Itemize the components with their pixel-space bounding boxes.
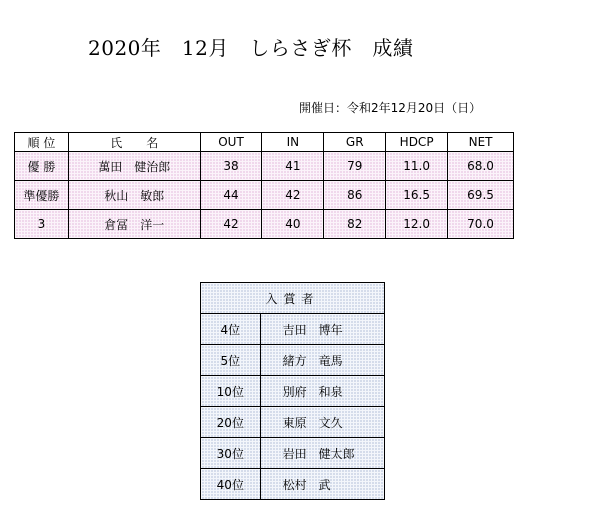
out-cell: 42 bbox=[200, 210, 262, 239]
list-item bbox=[201, 407, 385, 438]
net-cell: 68.0 bbox=[448, 152, 514, 181]
table-row bbox=[15, 181, 514, 210]
hdcp-cell: 12.0 bbox=[386, 210, 448, 239]
header-in: IN bbox=[262, 133, 324, 152]
awards-table bbox=[200, 282, 385, 500]
out-cell: 44 bbox=[200, 181, 262, 210]
table-row bbox=[15, 210, 514, 239]
in-cell: 41 bbox=[262, 152, 324, 181]
award-rank: 40位 bbox=[201, 469, 261, 500]
out-cell: 38 bbox=[200, 152, 262, 181]
header-out: OUT bbox=[200, 133, 262, 152]
gross-cell: 79 bbox=[324, 152, 386, 181]
event-date: 開催日：令和2年12月20日（日） bbox=[299, 101, 482, 115]
hdcp-cell: 11.0 bbox=[386, 152, 448, 181]
hdcp-cell: 16.5 bbox=[386, 181, 448, 210]
page-title: 2020年 12月 しらさぎ杯 成績 bbox=[88, 36, 414, 60]
list-item bbox=[201, 376, 385, 407]
list-item bbox=[201, 469, 385, 500]
header-gross: GR bbox=[324, 133, 386, 152]
list-item bbox=[201, 438, 385, 469]
net-cell: 69.5 bbox=[448, 181, 514, 210]
table-row bbox=[15, 152, 514, 181]
name-cell: 萬田 健治郎 bbox=[68, 152, 200, 181]
name-cell: 倉冨 洋一 bbox=[68, 210, 200, 239]
header-net: NET bbox=[448, 133, 514, 152]
name-cell: 秋山 敏郎 bbox=[68, 181, 200, 210]
award-name: 緒方 竜馬 bbox=[260, 345, 384, 376]
gross-cell: 86 bbox=[324, 181, 386, 210]
award-rank: 4位 bbox=[201, 314, 261, 345]
header-rank: 順 位 bbox=[15, 133, 69, 152]
list-item bbox=[201, 345, 385, 376]
in-cell: 42 bbox=[262, 181, 324, 210]
award-rank: 5位 bbox=[201, 345, 261, 376]
list-item bbox=[201, 314, 385, 345]
award-rank: 10位 bbox=[201, 376, 261, 407]
results-header-row bbox=[15, 133, 514, 152]
results-table bbox=[14, 132, 514, 239]
award-name: 別府 和泉 bbox=[260, 376, 384, 407]
header-hdcp: HDCP bbox=[386, 133, 448, 152]
header-name: 氏 名 bbox=[68, 133, 200, 152]
award-rank: 30位 bbox=[201, 438, 261, 469]
rank-cell: 3 bbox=[15, 210, 69, 239]
gross-cell: 82 bbox=[324, 210, 386, 239]
awards-header-row bbox=[201, 283, 385, 314]
award-rank: 20位 bbox=[201, 407, 261, 438]
awards-header: 入賞者 bbox=[201, 283, 385, 314]
rank-cell: 準優勝 bbox=[15, 181, 69, 210]
award-name: 東原 文久 bbox=[260, 407, 384, 438]
in-cell: 40 bbox=[262, 210, 324, 239]
award-name: 吉田 博年 bbox=[260, 314, 384, 345]
net-cell: 70.0 bbox=[448, 210, 514, 239]
award-name: 松村 武 bbox=[260, 469, 384, 500]
award-name: 岩田 健太郎 bbox=[260, 438, 384, 469]
rank-cell: 優 勝 bbox=[15, 152, 69, 181]
